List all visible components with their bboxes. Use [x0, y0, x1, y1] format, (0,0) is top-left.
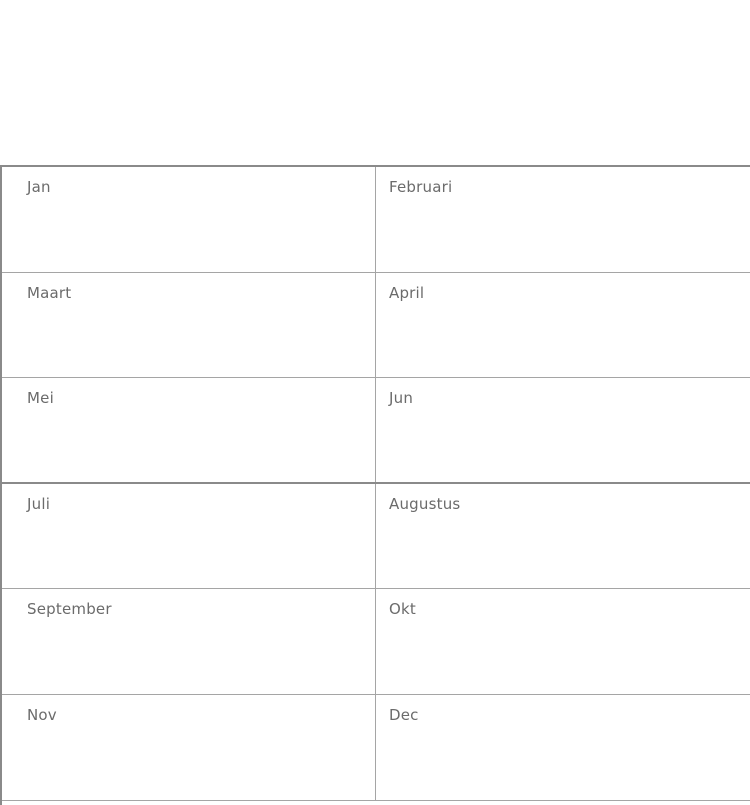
- month-cell-dec[interactable]: [376, 695, 750, 800]
- month-label: Augustus: [389, 494, 461, 513]
- month-cell-februari[interactable]: [376, 167, 750, 272]
- month-label: Jan: [27, 178, 51, 196]
- planner-row: [2, 589, 750, 695]
- planner-row: [2, 378, 750, 484]
- month-cell-nov[interactable]: [2, 695, 376, 800]
- month-cell-maart[interactable]: [2, 273, 376, 378]
- month-label: Jun: [389, 389, 414, 408]
- month-cell-jan[interactable]: [2, 167, 376, 272]
- month-cell-jun[interactable]: [376, 378, 750, 482]
- month-label: April: [389, 283, 425, 302]
- planner-row: [2, 484, 750, 590]
- planner-row: [2, 695, 750, 801]
- month-label: Juli: [27, 494, 51, 513]
- month-cell-mei[interactable]: [2, 378, 376, 482]
- month-label: Okt: [389, 600, 416, 619]
- planner-row: [2, 273, 750, 379]
- month-cell-okt[interactable]: [376, 589, 750, 694]
- month-label: Maart: [27, 283, 72, 302]
- month-planner-grid: [0, 165, 750, 805]
- month-cell-april[interactable]: [376, 273, 750, 378]
- month-cell-augustus[interactable]: [376, 484, 750, 589]
- month-cell-juli[interactable]: [2, 484, 376, 589]
- month-label: September: [27, 600, 112, 619]
- month-label: Mei: [27, 389, 54, 408]
- month-label: Februari: [389, 178, 453, 196]
- month-label: Nov: [27, 705, 57, 724]
- planner-row: [2, 167, 750, 273]
- month-cell-september[interactable]: [2, 589, 376, 694]
- month-label: Dec: [389, 705, 419, 724]
